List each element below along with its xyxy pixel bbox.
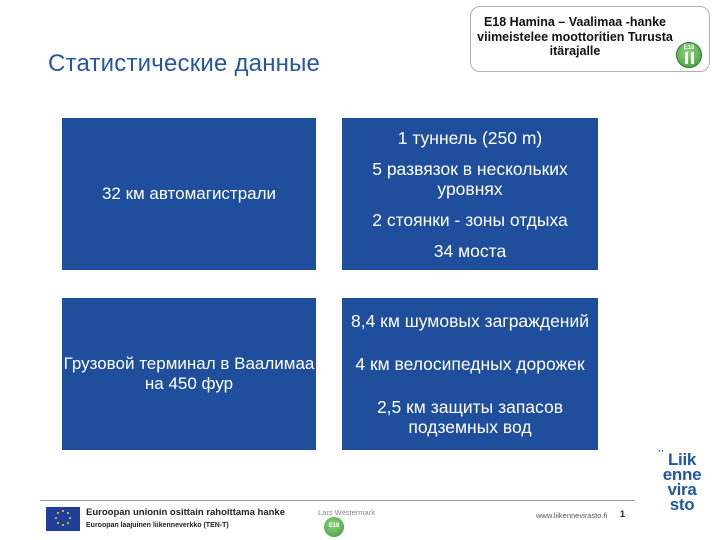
page-number: 1 [620,509,626,519]
brand-line-3: vira [667,480,697,499]
project-badge [470,6,710,72]
ten-t-text: Euroopan laajuinen liikenneverkko (TEN-T) [86,522,229,529]
footer-e18-logo-icon [324,517,344,537]
stat-rest-areas: 2 стоянки - зоны отдыха [372,209,568,230]
website-url: www.liikennevirasto.fi [536,511,608,520]
stat-interchanges: 5 развязок в нескольких уровнях [372,158,568,199]
page-title: Статистические данные [48,50,321,77]
project-badge-text: E18 Hamina – Vaalimaa -hanke viimeistelee moottoritien Turusta itärajalle [477,15,673,58]
stat-tunnel: 1 туннель (250 m) [397,127,543,148]
footer-e18-label: E18 [328,523,340,529]
eu-flag-icon [46,507,80,531]
brand-line-4: sto [669,495,695,514]
eu-funding-text: Euroopan unionin osittain rahoittama hanke [86,507,285,518]
logo-dots-icon: ·· [658,446,665,457]
stat-noise-barriers: 8,4 км шумовых заграждений [350,311,590,332]
road-icon [685,52,694,64]
stat-bridges: 34 моста [433,240,507,261]
stat-motorway-text: 32 км автомагистрали [101,184,277,203]
stat-box-motorway [62,118,316,270]
stat-box-terminal [62,298,316,450]
e18-logo-label: E18 [683,45,695,51]
author-name: Lars Westermark [318,508,375,517]
footer-divider [40,500,635,501]
stat-groundwater: 2,5 км защиты запасов подземных вод [376,396,564,437]
stat-box-structures [342,118,598,270]
e18-logo-icon [676,42,702,68]
brand-line-1: Liik [667,450,697,469]
stat-box-environment [342,298,598,450]
liikennevirasto-logo [652,446,712,514]
brand-line-2: enne [662,465,702,484]
stat-bike-paths: 4 км велосипедных дорожек [355,353,585,374]
stat-terminal-text: Грузовой терминал в Ваалимаа на 450 фур [63,354,315,393]
